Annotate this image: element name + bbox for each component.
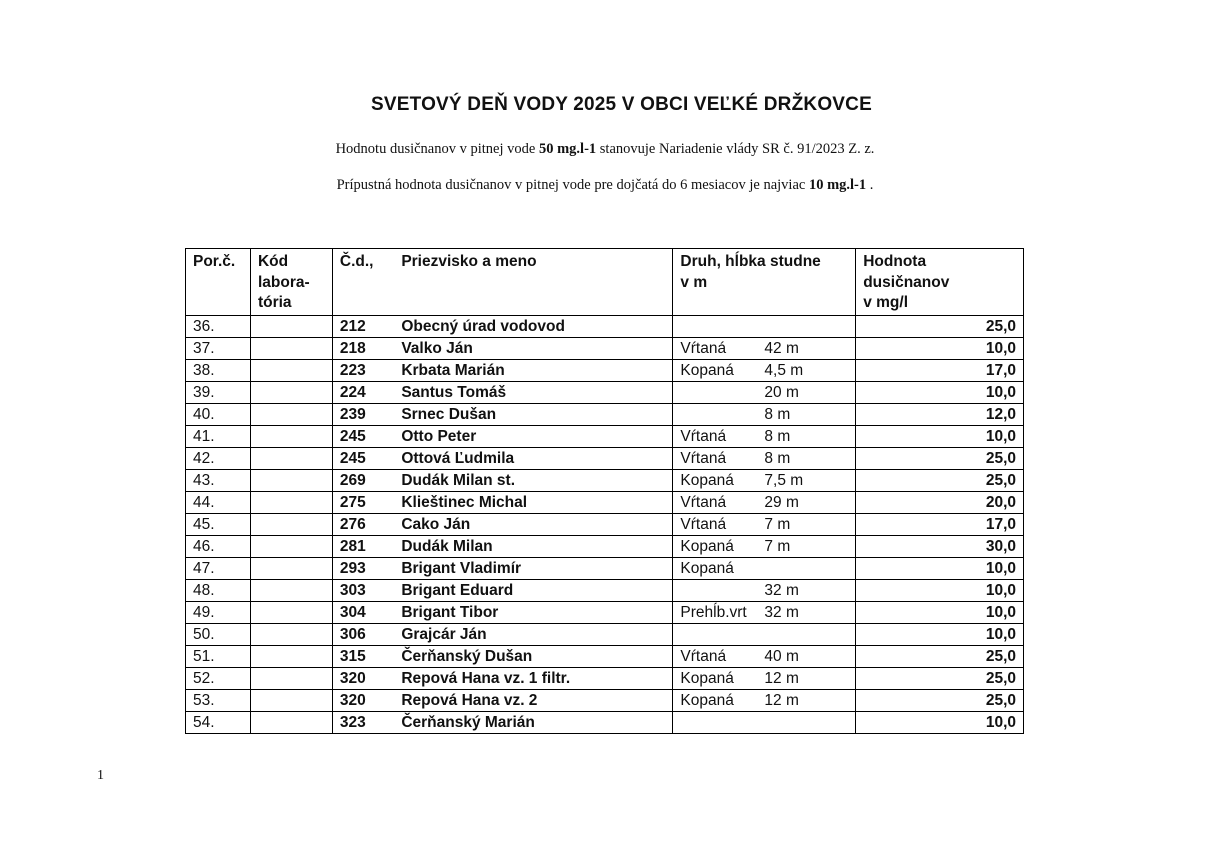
well-type: Kopaná	[680, 537, 734, 555]
house-number: 218	[332, 337, 394, 359]
lab-code	[250, 513, 332, 535]
row-number: 42.	[186, 447, 251, 469]
table-row	[186, 601, 1024, 623]
table-row	[186, 469, 1024, 491]
nitrate-value: 17,0	[856, 513, 1024, 535]
note1-limit-value: 50 mg.l-1	[538, 141, 597, 157]
well-info	[673, 337, 856, 359]
row-number: 51.	[186, 645, 251, 667]
lab-code	[250, 447, 332, 469]
note2-text-post: .	[866, 177, 874, 193]
infant-limit-note	[0, 177, 1210, 194]
well-type: Prehĺb.vrt	[680, 603, 747, 621]
house-number: 245	[332, 447, 394, 469]
well-depth: 7 m	[764, 537, 791, 555]
well-info	[673, 513, 856, 535]
nitrate-value: 10,0	[856, 579, 1024, 601]
owner-name: Dudák Milan	[394, 535, 673, 557]
row-number: 45.	[186, 513, 251, 535]
note2-text-pre: Prípustná hodnota dusičnanov v pitnej vode pre dojčatá do 6 mesiacov je najviac	[336, 177, 809, 193]
well-type: Vŕtaná	[680, 339, 727, 357]
well-info	[673, 689, 856, 711]
well-depth: 42 m	[764, 339, 799, 357]
well-depth: 12 m	[764, 669, 799, 687]
owner-name: Čerňanský Marián	[394, 711, 673, 733]
nitrate-value: 25,0	[856, 469, 1024, 491]
lab-code	[250, 667, 332, 689]
well-type: Kopaná	[680, 361, 734, 379]
table-row	[186, 579, 1024, 601]
house-number: 304	[332, 601, 394, 623]
nitrate-value: 17,0	[856, 359, 1024, 381]
nitrate-value: 10,0	[856, 425, 1024, 447]
owner-name: Dudák Milan st.	[394, 469, 673, 491]
well-type: Kopaná	[680, 471, 734, 489]
row-number: 48.	[186, 579, 251, 601]
nitrate-value: 20,0	[856, 491, 1024, 513]
lab-code	[250, 359, 332, 381]
table-row	[186, 513, 1024, 535]
row-number: 54.	[186, 711, 251, 733]
house-number: 303	[332, 579, 394, 601]
nitrate-value: 30,0	[856, 535, 1024, 557]
well-info	[673, 403, 856, 425]
owner-name: Grajcár Ján	[394, 623, 673, 645]
well-info	[673, 535, 856, 557]
lab-code	[250, 689, 332, 711]
house-number: 224	[332, 381, 394, 403]
lab-code	[250, 337, 332, 359]
well-type: Vŕtaná	[680, 515, 727, 533]
well-depth: 40 m	[764, 647, 799, 665]
well-type: Vŕtaná	[680, 493, 727, 511]
lab-code	[250, 711, 332, 733]
well-info	[673, 315, 856, 337]
table-row	[186, 447, 1024, 469]
well-info	[673, 447, 856, 469]
owner-name: Brigant Vladimír	[394, 557, 673, 579]
owner-name: Santus Tomáš	[394, 381, 673, 403]
table-row	[186, 359, 1024, 381]
owner-name: Brigant Eduard	[394, 579, 673, 601]
note1-text-post: stanovuje Nariadenie vlády SR č. 91/2023 Z. z.	[596, 141, 875, 157]
owner-name: Valko Ján	[394, 337, 673, 359]
row-number: 52.	[186, 667, 251, 689]
well-info	[673, 557, 856, 579]
table-row	[186, 711, 1024, 733]
well-info	[673, 711, 856, 733]
well-type: Vŕtaná	[680, 427, 727, 445]
owner-name: Repová Hana vz. 1 filtr.	[394, 667, 673, 689]
row-number: 37.	[186, 337, 251, 359]
well-type: Vŕtaná	[680, 449, 727, 467]
row-number: 53.	[186, 689, 251, 711]
house-number: 239	[332, 403, 394, 425]
table-row	[186, 491, 1024, 513]
header-hodnota: Hodnota dusičnanov v mg/l	[856, 249, 1024, 316]
house-number: 276	[332, 513, 394, 535]
nitrate-value: 25,0	[856, 645, 1024, 667]
table-header-row	[186, 249, 1024, 316]
owner-name: Klieštinec Michal	[394, 491, 673, 513]
well-type: Kopaná	[680, 669, 734, 687]
house-number: 315	[332, 645, 394, 667]
lab-code	[250, 381, 332, 403]
lab-code	[250, 623, 332, 645]
well-depth: 20 m	[764, 383, 799, 401]
house-number: 212	[332, 315, 394, 337]
owner-name: Cako Ján	[394, 513, 673, 535]
well-info	[673, 579, 856, 601]
row-number: 50.	[186, 623, 251, 645]
owner-name: Krbata Marián	[394, 359, 673, 381]
well-info	[673, 491, 856, 513]
row-number: 38.	[186, 359, 251, 381]
row-number: 41.	[186, 425, 251, 447]
table-row	[186, 667, 1024, 689]
well-depth: 8 m	[764, 427, 791, 445]
nitrate-value: 10,0	[856, 381, 1024, 403]
lab-code	[250, 535, 332, 557]
nitrate-value: 10,0	[856, 601, 1024, 623]
well-info	[673, 645, 856, 667]
lab-code	[250, 645, 332, 667]
owner-name: Srnec Dušan	[394, 403, 673, 425]
house-number: 293	[332, 557, 394, 579]
header-kod: Kód labora- tória	[250, 249, 332, 316]
row-number: 44.	[186, 491, 251, 513]
well-depth: 7,5 m	[764, 471, 804, 489]
well-depth: 4,5 m	[764, 361, 804, 379]
table-row	[186, 381, 1024, 403]
nitrate-limit-note	[0, 141, 1210, 158]
well-depth: 32 m	[764, 581, 799, 599]
well-info	[673, 381, 856, 403]
header-druh: Druh, hĺbka studne v m	[673, 249, 856, 316]
well-type: Kopaná	[680, 559, 734, 577]
owner-name: Čerňanský Dušan	[394, 645, 673, 667]
well-depth: 29 m	[764, 493, 799, 511]
lab-code	[250, 469, 332, 491]
well-depth: 12 m	[764, 691, 799, 709]
nitrate-value: 12,0	[856, 403, 1024, 425]
nitrate-value: 25,0	[856, 667, 1024, 689]
lab-code	[250, 579, 332, 601]
house-number: 223	[332, 359, 394, 381]
table-row	[186, 337, 1024, 359]
nitrate-value: 25,0	[856, 447, 1024, 469]
header-cd: Č.d.,	[332, 249, 394, 316]
table-row	[186, 645, 1024, 667]
owner-name: Obecný úrad vodovod	[394, 315, 673, 337]
page-number: 1	[97, 768, 104, 783]
well-depth: 32 m	[764, 603, 799, 621]
note2-limit-value: 10 mg.l-1	[808, 177, 867, 193]
well-info	[673, 601, 856, 623]
note1-text-pre: Hodnotu dusičnanov v pitnej vode	[335, 141, 539, 157]
table-row	[186, 403, 1024, 425]
lab-code	[250, 491, 332, 513]
table-row	[186, 425, 1024, 447]
row-number: 46.	[186, 535, 251, 557]
table-row	[186, 557, 1024, 579]
table-row	[186, 315, 1024, 337]
lab-code	[250, 557, 332, 579]
table-body	[186, 315, 1024, 733]
house-number: 269	[332, 469, 394, 491]
nitrate-value: 10,0	[856, 337, 1024, 359]
nitrate-value: 10,0	[856, 711, 1024, 733]
well-type: Kopaná	[680, 691, 734, 709]
header-name: Priezvisko a meno	[394, 249, 673, 316]
lab-code	[250, 403, 332, 425]
row-number: 36.	[186, 315, 251, 337]
owner-name: Otto Peter	[394, 425, 673, 447]
row-number: 39.	[186, 381, 251, 403]
nitrate-value: 10,0	[856, 557, 1024, 579]
owner-name: Ottová Ľudmila	[394, 447, 673, 469]
well-info	[673, 425, 856, 447]
owner-name: Repová Hana vz. 2	[394, 689, 673, 711]
well-type: Vŕtaná	[680, 647, 727, 665]
header-por: Por.č.	[186, 249, 251, 316]
well-info	[673, 469, 856, 491]
row-number: 47.	[186, 557, 251, 579]
house-number: 245	[332, 425, 394, 447]
well-info	[673, 359, 856, 381]
nitrate-value: 25,0	[856, 315, 1024, 337]
well-info	[673, 623, 856, 645]
row-number: 49.	[186, 601, 251, 623]
lab-code	[250, 601, 332, 623]
nitrate-results-table	[185, 248, 1024, 734]
house-number: 306	[332, 623, 394, 645]
owner-name: Brigant Tibor	[394, 601, 673, 623]
document-title: SVETOVÝ DEŇ VODY 2025 V OBCI VEĽKÉ DRŽKOVCE	[371, 94, 872, 115]
well-depth: 8 m	[764, 405, 791, 423]
house-number: 323	[332, 711, 394, 733]
table-row	[186, 689, 1024, 711]
nitrate-value: 10,0	[856, 623, 1024, 645]
house-number: 320	[332, 667, 394, 689]
table-row	[186, 535, 1024, 557]
house-number: 275	[332, 491, 394, 513]
nitrate-value: 25,0	[856, 689, 1024, 711]
lab-code	[250, 315, 332, 337]
well-info	[673, 667, 856, 689]
well-depth: 7 m	[764, 515, 791, 533]
well-depth: 8 m	[764, 449, 791, 467]
row-number: 43.	[186, 469, 251, 491]
house-number: 281	[332, 535, 394, 557]
house-number: 320	[332, 689, 394, 711]
row-number: 40.	[186, 403, 251, 425]
lab-code	[250, 425, 332, 447]
table-row	[186, 623, 1024, 645]
